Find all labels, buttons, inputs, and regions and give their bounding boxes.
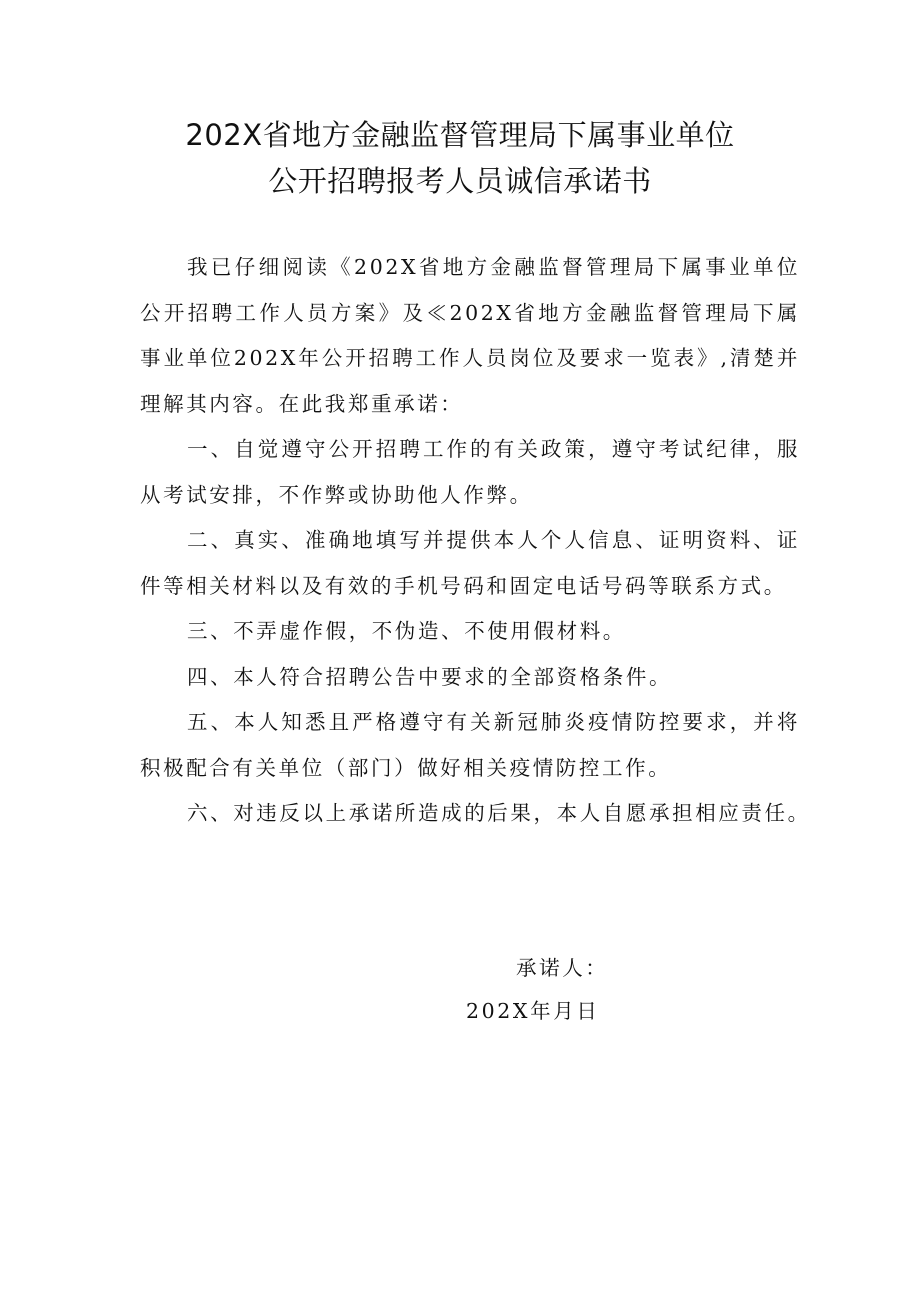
pledge-item-5: 五、本人知悉且严格遵守有关新冠肺炎疫情防控要求，并将积极配合有关单位（部门）做好相关疫情防控工作。 (140, 710, 800, 780)
intro-paragraph: 我已仔细阅读《202X省地方金融监督管理局下属事业单位公开招聘工作人员方案》及≪202X省地方金融监督管理局下属事业单位202X年公开招聘工作人员岗位及要求一览表》,清楚并理解其内容。在此我郑重承诺： (140, 255, 800, 416)
document-title-line-1: 202X省地方金融监督管理局下属事业单位 (185, 118, 735, 152)
pledge-item-4: 四、本人符合招聘公告中要求的全部资格条件。 (187, 664, 673, 689)
date-label: 202X年月日 (466, 999, 600, 1023)
pledge-item-2: 二、真实、准确地填写并提供本人个人信息、证明资料、证件等相关材料以及有效的手机号码和固定电话号码等联系方式。 (140, 528, 800, 598)
pledge-item-3: 三、不弄虚作假，不伪造、不使用假材料。 (187, 619, 626, 643)
document-body (140, 245, 811, 837)
pledge-item-6: 六、对违反以上承诺所造成的后果，本人自愿承担相应责任。 (187, 801, 811, 825)
pledge-item-1: 一、自觉遵守公开招聘工作的有关政策，遵守考试纪律，服从考试安排，不作弊或协助他人作弊。 (140, 437, 800, 507)
signer-label: 承诺人： (516, 956, 609, 980)
document-title-line-2: 公开招聘报考人员诚信承诺书 (268, 164, 652, 198)
